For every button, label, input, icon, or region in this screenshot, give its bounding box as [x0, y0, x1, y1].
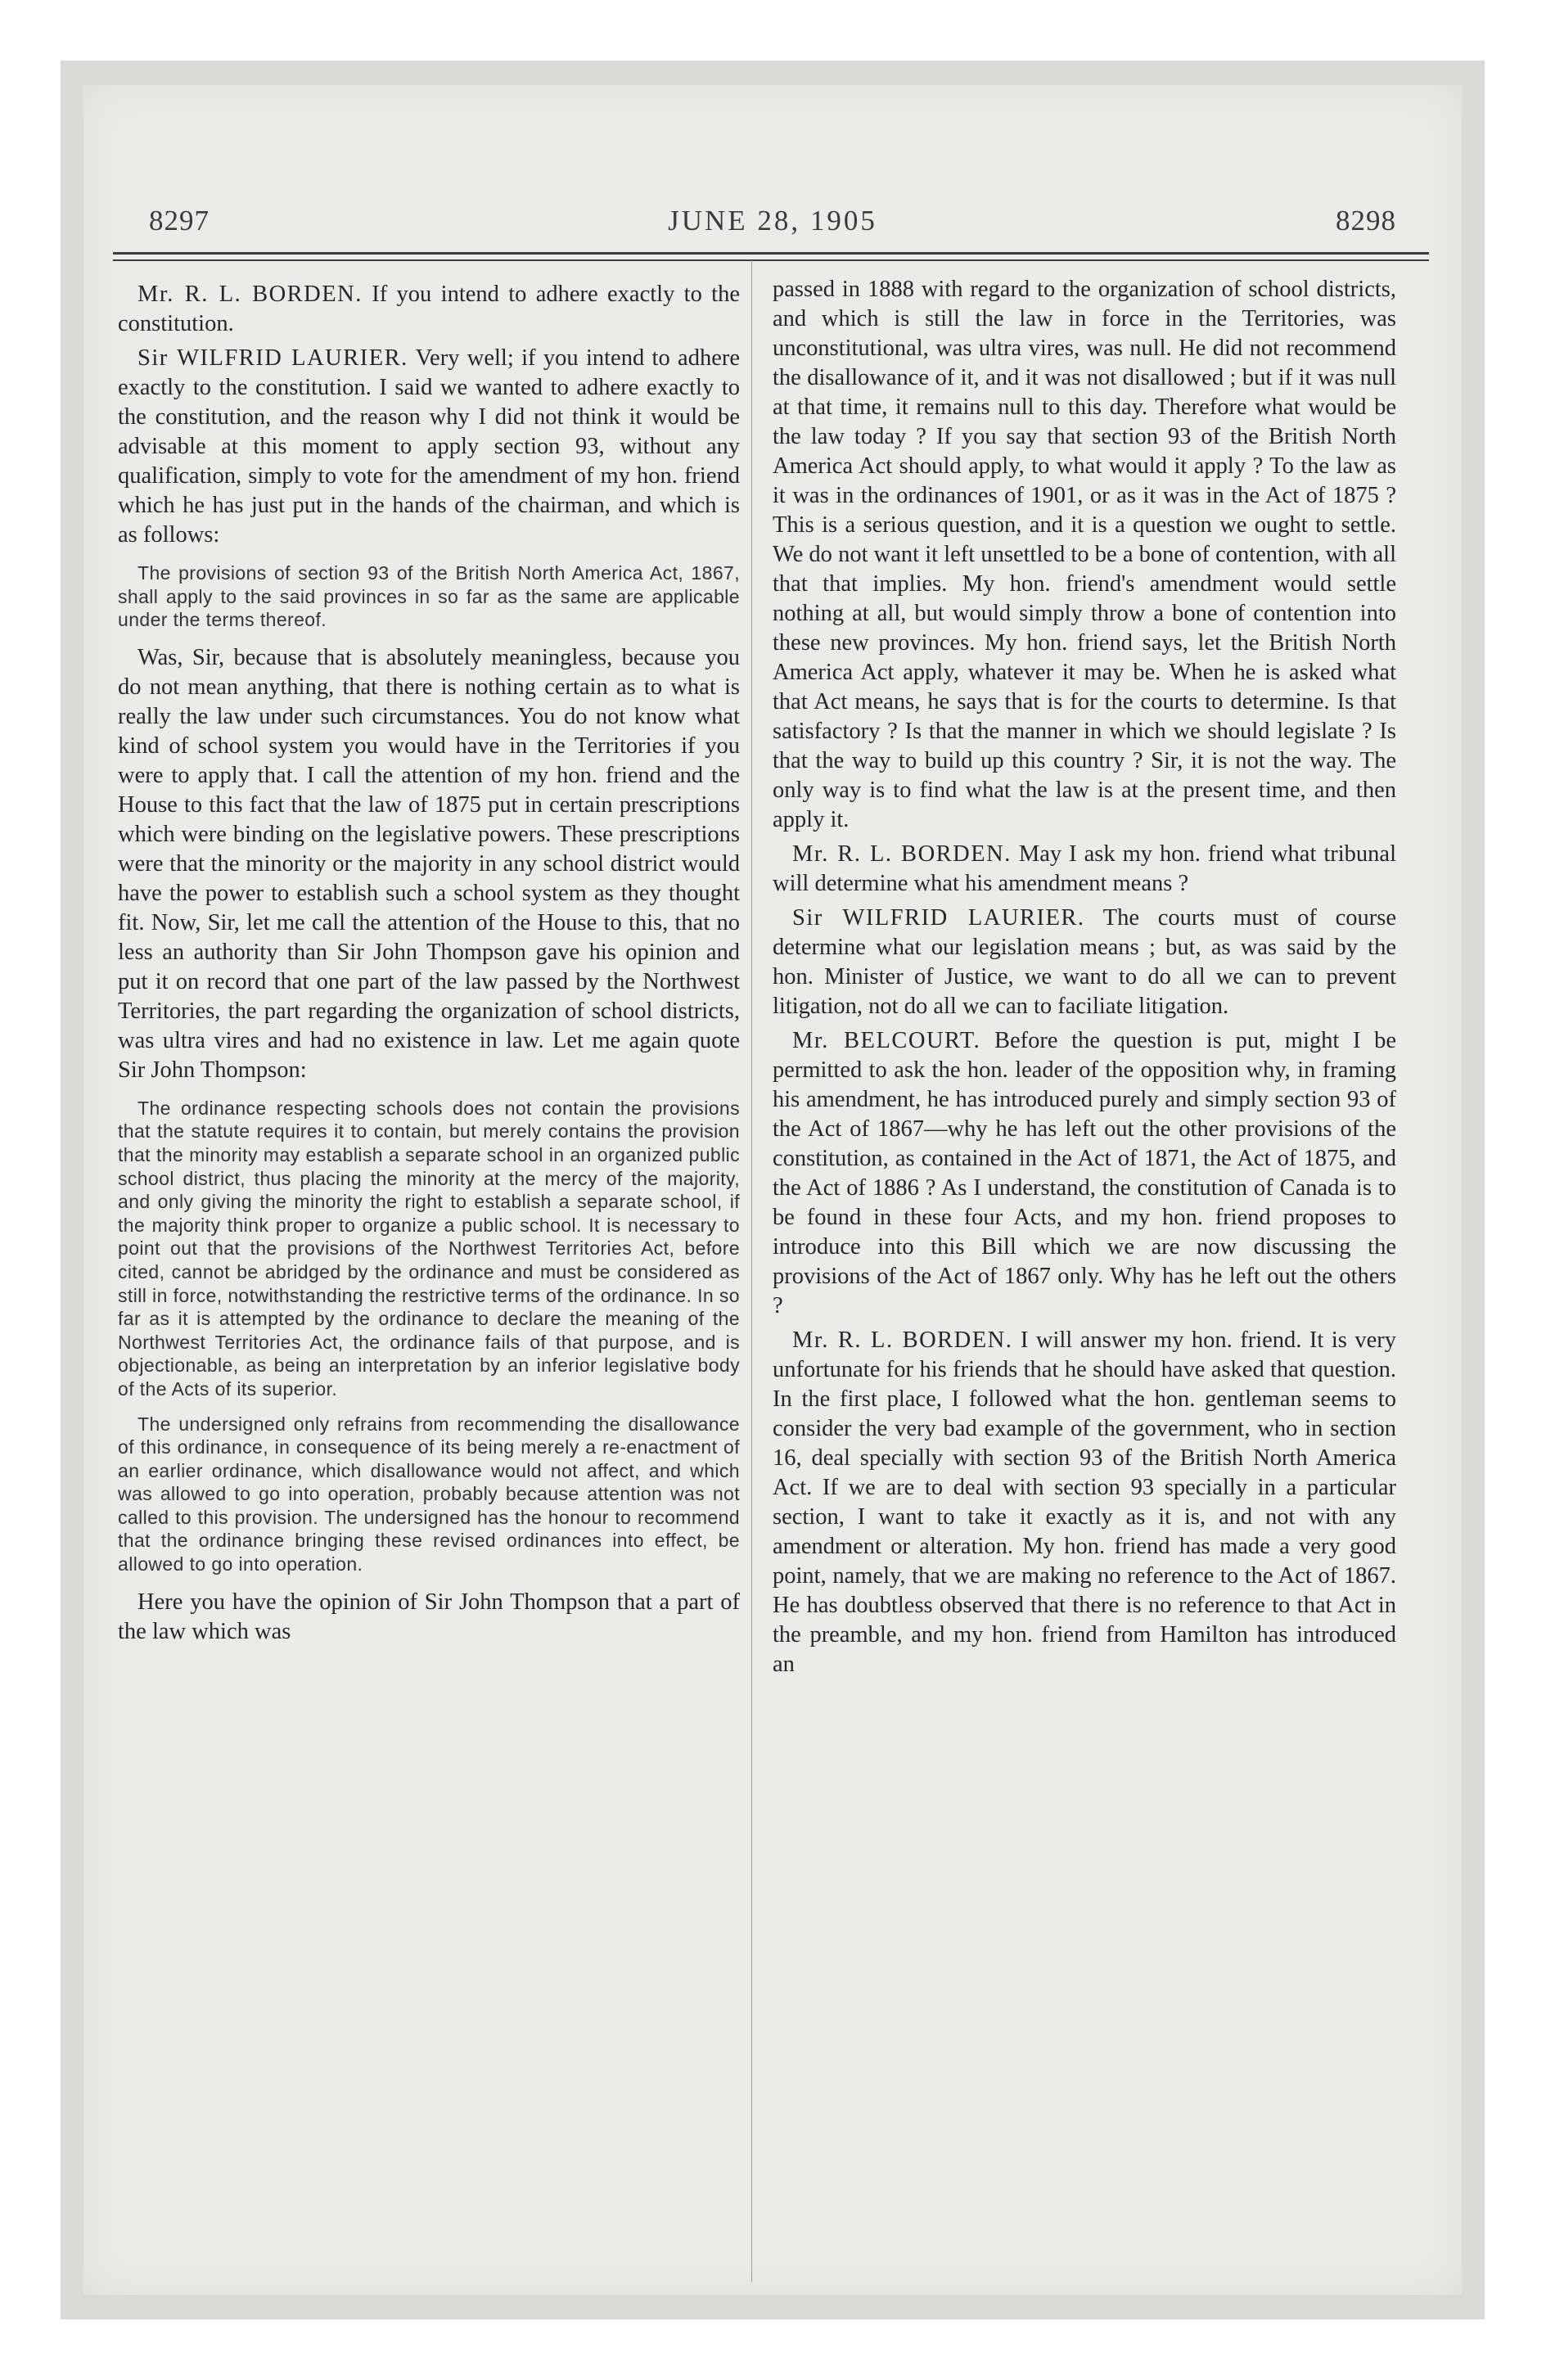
paragraph-meaningless: Was, Sir, because that is absolutely meaningless, because you do not mean anything, that there is nothing certain as to what is really the law under such circumstances. You do not know what kind of school system you would have in the Territories if you were to apply that. I call the attention of my hon. friend and the House to this fact that the law of 1875 put in certain prescriptions which were binding on the legislative powers. These prescriptions were that the minority or the majority in any school district would have the power to establish such a school system as they thought fit. Now, Sir, let me call the attention of the House to this, that no less an authority than Sir John Thompson gave his opinion and put it on record that one part of the law passed by the Northwest Territories, the part regarding the organization of school districts, was ultra vires and had no existence in law. Let me again quote Sir John Thompson:	[118, 644, 740, 1083]
speaker-name: Mr. BELCOURT.	[792, 1028, 981, 1053]
hansard-page	[83, 85, 1462, 2295]
speaker-name: Mr. R. L. BORDEN.	[792, 841, 1012, 867]
quoted-amendment: The provisions of section 93 of the British North America Act, 1867, shall apply to the said provinces in so far as the same are applicable under the terms thereof.	[118, 562, 740, 631]
scanned-page-background	[61, 61, 1485, 2319]
paragraph-here-you-have: Here you have the opinion of Sir John Thompson that a part of the law which was	[118, 1589, 740, 1644]
speech-text: If you intend to adhere exactly to the constitution.	[118, 282, 740, 336]
quoted-thompson-recommendation: The undersigned only refrains from recommending the disallowance of this ordinance, in consequence of its being merely a re-enactment of an earlier ordinance, which disallowance would not affect, and which was allowed to go into operation, probably because attention was not called to this provision. The undersigned has the honour to recommend that the ordinance bringing these revised ordinances into effect, be allowed to go into operation.	[118, 1413, 740, 1575]
speech-laurier-2	[773, 904, 1396, 1021]
page-header	[83, 205, 1462, 246]
speech-text: The courts must of course determine what our legislation means ; but, as was said by the hon. Minister of Justice, we want to do all we can to prevent litigation, not do all we can to faciliate litigation.	[773, 905, 1396, 1019]
right-column	[773, 275, 1396, 1683]
speech-borden-3	[773, 1326, 1396, 1679]
column-divider	[751, 260, 752, 2282]
speech-borden-2	[773, 840, 1396, 899]
page-date: JUNE 28, 1905	[668, 205, 877, 237]
speech-text: Very well; if you intend to adhere exactly to the constitution. I said we wanted to adhere exactly to the constitution, and the reason why I did not think it would be advisable at this moment to apply section 93, without any qualification, simply to vote for the amendment of my hon. friend which he has just put in the hands of the chairman, and which is as follows:	[118, 345, 740, 548]
header-rule-double	[113, 259, 1429, 261]
left-column	[118, 275, 740, 1650]
page-number-right: 8298	[1336, 205, 1396, 237]
speaker-name: Sir WILFRID LAURIER.	[137, 345, 408, 371]
speech-borden-1	[118, 280, 740, 339]
speech-laurier-1	[118, 344, 740, 550]
speech-belcourt	[773, 1026, 1396, 1321]
page-number-left: 8297	[149, 205, 210, 237]
speaker-name: Sir WILFRID LAURIER.	[792, 905, 1085, 931]
speaker-name: Mr. R. L. BORDEN.	[792, 1327, 1013, 1353]
paragraph-continued: passed in 1888 with regard to the organization of school districts, and which is still the law in force in the Territories, was unconstitutional, was ultra vires, was null. He did not recommend the disallowance of it, and it was not disallowed ; but if it was null at that time, it remains null to this day. Therefore what would be the law today ? If you say that section 93 of the British North America Act should apply, to what would it apply ? To the law as it was in the ordinances of 1901, or as it was in the Act of 1875 ? This is a serious question, and it is a question we ought to settle. We do not want it left unsettled to be a bone of contention, with all that that implies. My hon. friend's amendment would settle nothing at all, but would simply throw a bone of contention into these new provinces. My hon. friend says, let the British North America Act apply, whatever it may be. When he is asked what that Act means, he says that is for the courts to determine. Is that satisfactory ? Is that the manner in which we should legislate ? Is that the way to build up this country ? Sir, it is not the way. The only way is to find what the law is at the present time, and then apply it.	[773, 277, 1396, 832]
speaker-name: Mr. R. L. BORDEN.	[137, 282, 363, 307]
speech-text: May I ask my hon. friend what tribunal will determine what his amendment means ?	[773, 841, 1397, 896]
speech-text: I will answer my hon. friend. It is very unfortunate for his friends that he should have asked that question. In the first place, I followed what the hon. gentleman seems to consider the very bad example of the government, who in section 16, deal specially with section 93 of the British North America Act. If we are to deal with section 93 specially in a particular section, I want to take it exactly as it is, and not with any amendment or alteration. My hon. friend has made a very good point, namely, that we are making no reference to the Act of 1867. He has doubtless observed that there is no reference to that Act in the preamble, and my hon. friend from Hamilton has introduced an	[773, 1327, 1396, 1677]
header-rule	[113, 252, 1429, 255]
quoted-thompson-opinion: The ordinance respecting schools does not contain the provisions that the statute requires it to contain, but merely contains the provision that the minority may establish a separate school in an organized public school district, thus placing the minority at the mercy of the majority, and only giving the minority the right to establish a separate school, if the majority think proper to organize a public school. It is necessary to point out that the provisions of the Northwest Territories Act, before cited, cannot be abridged by the ordinance and must be considered as still in force, notwithstanding the restrictive terms of the ordinance. In so far as it is attempted by the ordinance to declare the meaning of the Northwest Territories Act, the ordinance fails of that purpose, and is objectionable, as being an interpretation by an inferior legislative body of the Acts of its superior.	[118, 1097, 740, 1400]
speech-text: Before the question is put, might I be permitted to ask the hon. leader of the opposition why, in framing his amendment, he has introduced purely and simply section 93 of the Act of 1867—why he has left out the other provisions of the constitution, as contained in the Act of 1871, the Act of 1875, and the Act of 1886 ? As I understand, the constitution of Canada is to be found in these four Acts, and my hon. friend proposes to introduce into this Bill which we are now discussing the provisions of the Act of 1867 only. Why has he left out the others ?	[773, 1028, 1397, 1318]
